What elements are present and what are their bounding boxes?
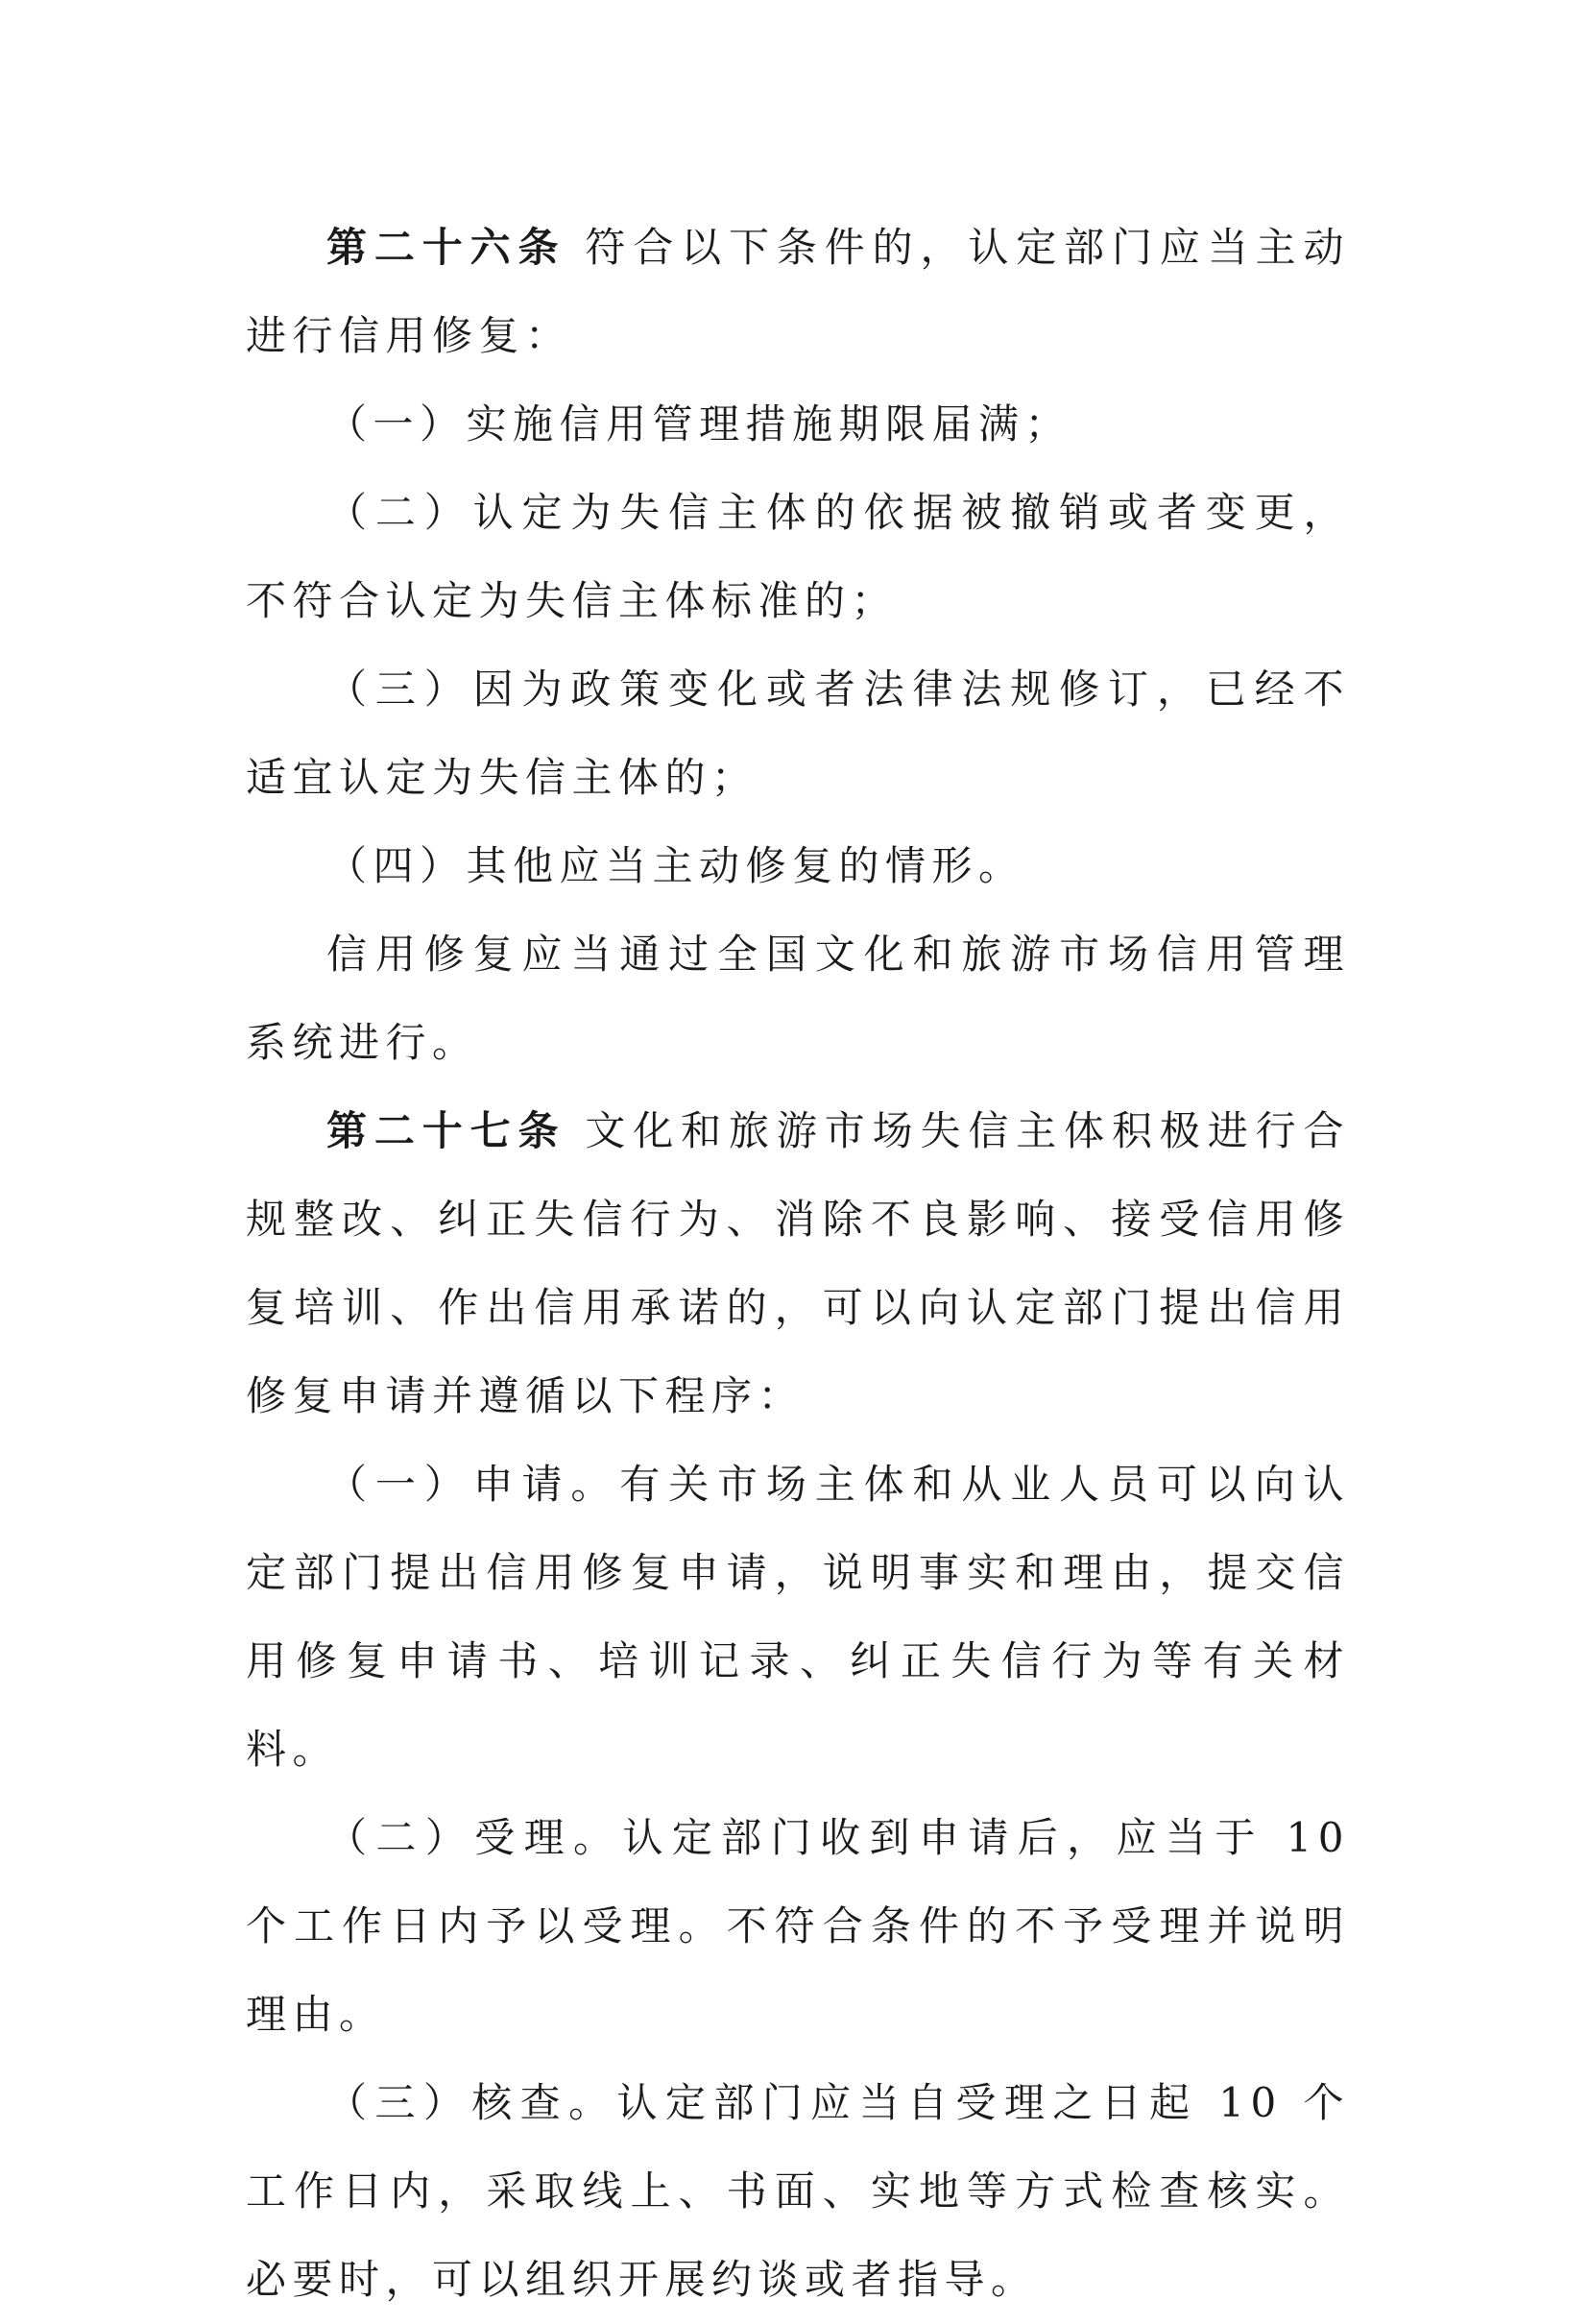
article-26-intro: 符合以下条件的，认定部门应当主动进行信用修复： — [246, 224, 1350, 359]
article-27-item-1: （一）申请。有关市场主体和从业人员可以向认定部门提出信用修复申请，说明事实和理由，提交信用修复申请书、培训记录、纠正失信行为等有关材料。 — [246, 1461, 1350, 1773]
article-26-item-3: （三）因为政策变化或者法律法规修订，已经不适宜认定为失信主体的； — [246, 666, 1350, 801]
document-body — [246, 204, 1350, 2324]
article-26-closing: 信用修复应当通过全国文化和旅游市场信用管理系统进行。 — [246, 931, 1350, 1066]
article-27-item-3: （三）核查。认定部门应当自受理之日起 10 个工作日内，采取线上、书面、实地等方式检查核实。必要时，可以组织开展约谈或者指导。 — [246, 2079, 1350, 2303]
article-27-intro: 文化和旅游市场失信主体积极进行合规整改、纠正失信行为、消除不良影响、接受信用修复培训、作出信用承诺的，可以向认定部门提出信用修复申请并遵循以下程序： — [246, 1107, 1350, 1419]
article-27-item-2: （二）受理。认定部门收到申请后，应当于 10 个工作日内予以受理。不符合条件的不予受理并说明理由。 — [246, 1814, 1350, 2038]
article-26-heading: 第二十六条 — [326, 224, 566, 271]
article-26-paragraph — [246, 204, 1350, 380]
article-27-paragraph — [246, 1087, 1350, 1440]
article-26-item-4: （四）其他应当主动修复的情形。 — [326, 842, 1025, 889]
article-27-heading: 第二十七条 — [326, 1107, 566, 1154]
article-26-item-2: （二）认定为失信主体的依据被撤销或者变更，不符合认定为失信主体标准的； — [246, 489, 1350, 624]
article-26-item-1: （一）实施信用管理措施期限届满； — [326, 400, 1072, 448]
